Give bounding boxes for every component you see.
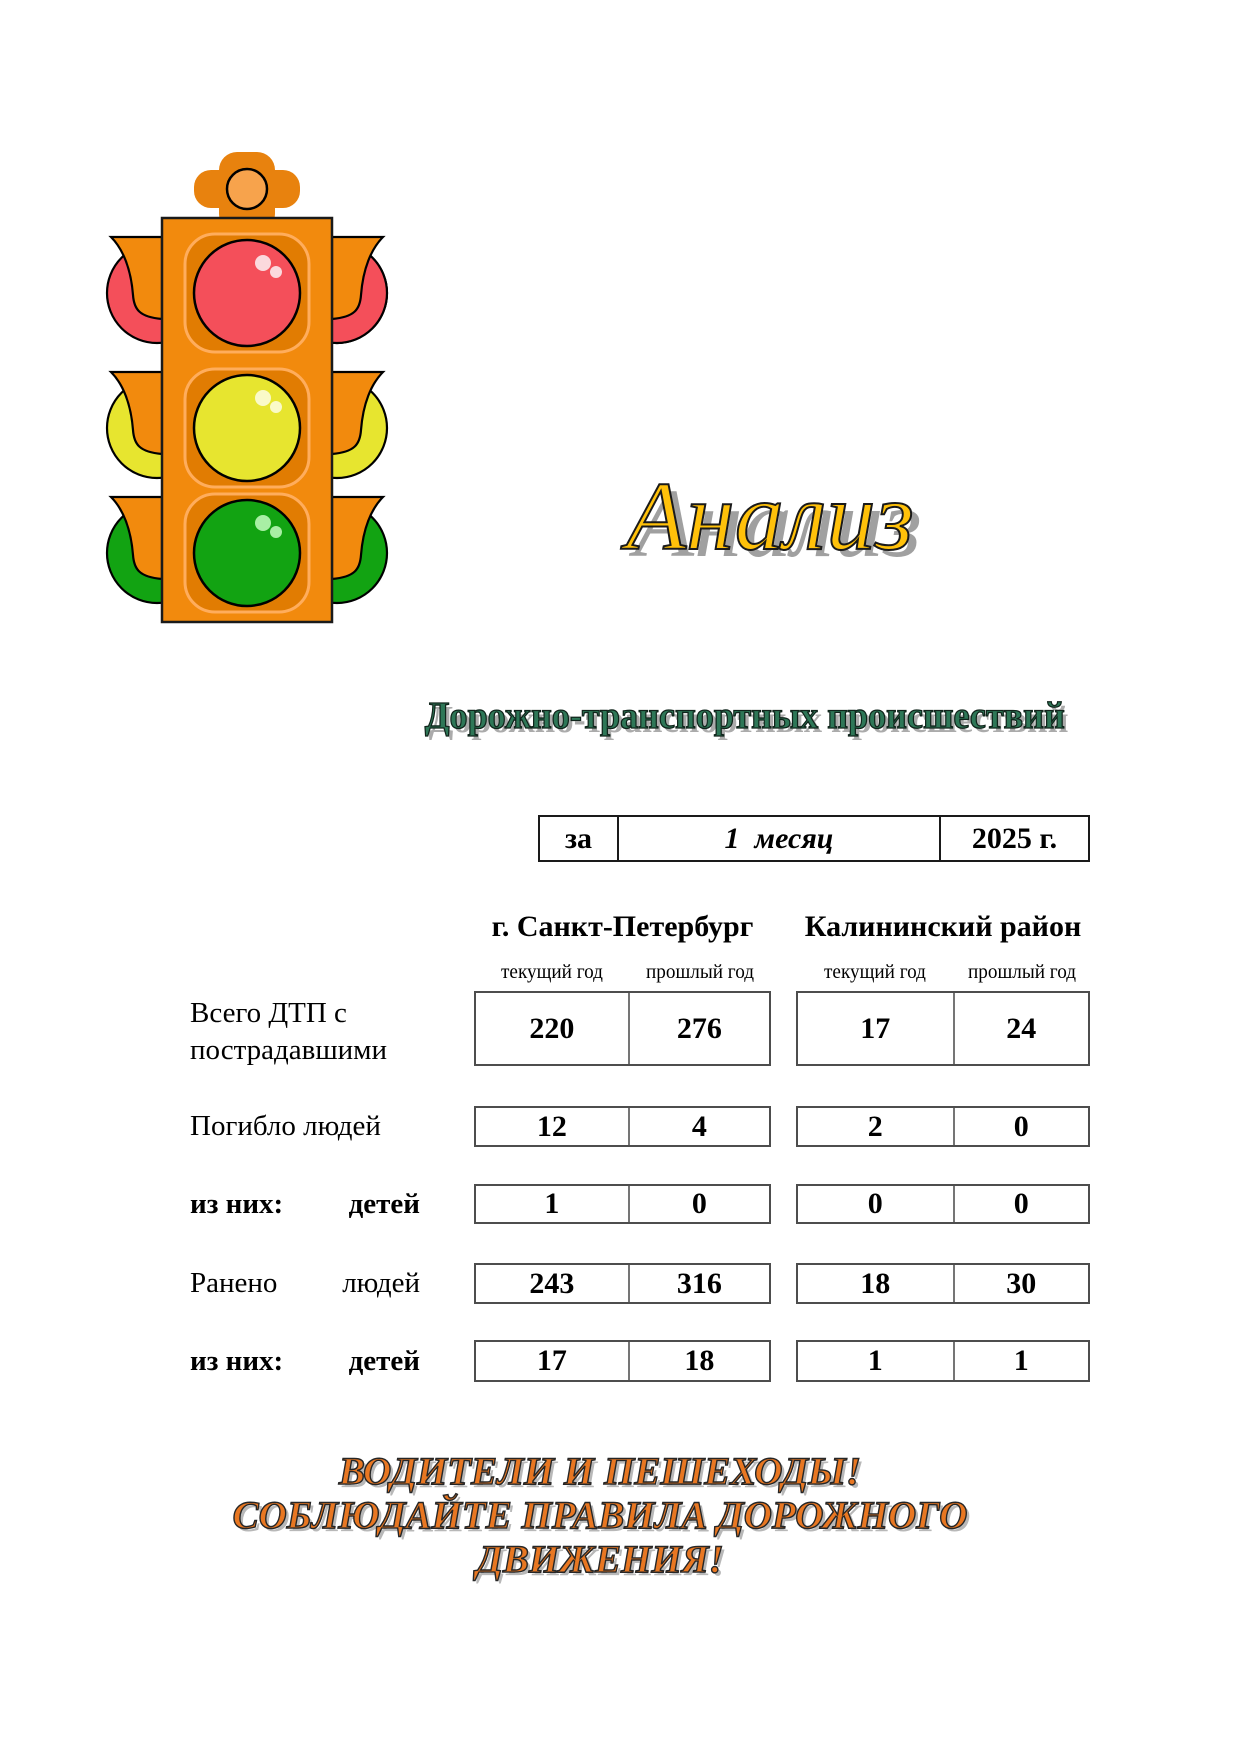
- value-cell: 0: [1013, 1187, 1029, 1220]
- slogan-line: ДВИЖЕНИЯ!: [476, 1538, 724, 1581]
- slogan-line: ВОДИТЕЛИ И ПЕШЕХОДЫ!: [338, 1450, 862, 1493]
- year-label: текущий год: [501, 961, 603, 983]
- value-cell: 316: [676, 1266, 722, 1300]
- row-label-injured-children: из них: детей: [190, 1344, 420, 1377]
- table-row: [796, 991, 1090, 1066]
- table-row: [474, 1184, 771, 1224]
- safety-slogan: [140, 1450, 1060, 1582]
- row-label-total: Всего ДТП с пострадавшими: [190, 997, 388, 1066]
- value-cell: 24: [1006, 1011, 1037, 1045]
- table-row: [796, 1184, 1090, 1224]
- group-header-kalininsky: Калининский район: [804, 910, 1082, 943]
- value-cell: 0: [798, 1186, 955, 1222]
- yellow-light: [185, 369, 309, 487]
- value-cell: 17: [798, 993, 955, 1064]
- year-label: прошлый год: [645, 961, 755, 983]
- table-row: [474, 1340, 771, 1382]
- slogan-line: СОБЛЮДАЙТЕ ПРАВИЛА ДОРОЖНОГО: [232, 1494, 968, 1537]
- table-row: [796, 1106, 1090, 1147]
- period-prefix: за: [540, 817, 619, 860]
- value-cell: 0: [691, 1187, 707, 1220]
- value-cell: 276: [676, 1011, 722, 1045]
- table-row: [474, 1263, 771, 1304]
- value-cell: 2: [798, 1108, 955, 1145]
- year-label: текущий год: [824, 961, 926, 983]
- traffic-light-icon: [95, 146, 395, 636]
- value-cell: 1: [798, 1342, 955, 1380]
- red-light: [185, 234, 309, 352]
- value-cell: 220: [476, 993, 630, 1064]
- value-cell: 18: [798, 1265, 955, 1302]
- table-row: [796, 1263, 1090, 1304]
- page-title: Анализ: [626, 463, 914, 571]
- value-cell: 1: [1013, 1344, 1029, 1377]
- period-table: [538, 815, 1090, 862]
- value-cell: 0: [1013, 1109, 1029, 1143]
- value-cell: 30: [1006, 1266, 1037, 1300]
- value-cell: 17: [476, 1342, 630, 1380]
- row-label-killed-children: из них: детей: [190, 1187, 420, 1220]
- green-light: [185, 494, 309, 612]
- value-cell: 18: [684, 1344, 715, 1377]
- value-cell: 243: [476, 1265, 630, 1302]
- table-row: [474, 991, 771, 1066]
- value-cell: 12: [476, 1108, 630, 1145]
- value-cell: 4: [691, 1109, 707, 1143]
- year-label: прошлый год: [967, 961, 1077, 983]
- row-label-killed: Погибло людей: [190, 1110, 381, 1142]
- page-subtitle: Дорожно-транспортных происшествий: [424, 695, 1065, 737]
- row-label-injured: Ранено людей: [190, 1267, 420, 1299]
- table-row: [796, 1340, 1090, 1382]
- group-header-spb: г. Санкт-Петербург: [491, 910, 754, 943]
- value-cell: 1: [476, 1186, 630, 1222]
- table-row: [474, 1106, 771, 1147]
- period-duration: 1 месяц: [619, 817, 941, 860]
- period-year: 2025 г.: [971, 821, 1058, 855]
